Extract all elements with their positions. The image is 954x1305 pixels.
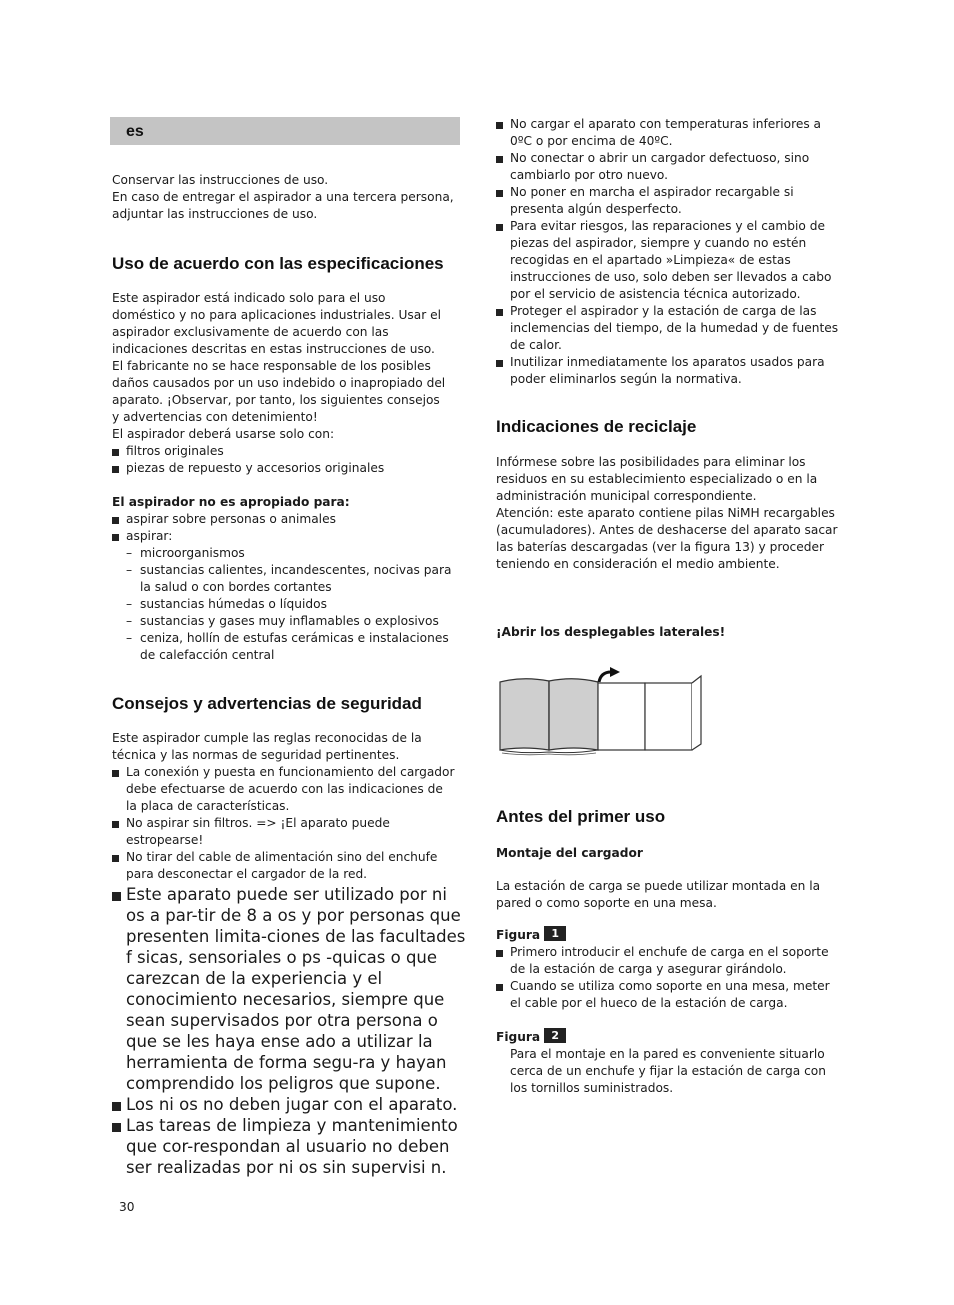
safety-bullets-continued [496, 116, 846, 388]
bullet-square-icon [112, 517, 119, 524]
list-item: Inutilizar inmediatamente los aparatos usados para poder eliminarlos según la normativa. [496, 354, 846, 388]
list-item: piezas de repuesto y accesorios originales [112, 460, 462, 477]
bullet-square-icon [112, 770, 119, 777]
uso-line: El aspirador deberá usarse solo con: [112, 427, 335, 441]
bullet-square-icon [112, 855, 119, 862]
consejos-line: técnica y las normas de seguridad pertinentes. [112, 748, 400, 762]
bullet-square-icon [112, 1102, 121, 1111]
consejos-line: Este aspirador cumple las reglas reconocidas de la [112, 731, 422, 745]
uso-line: indicaciones descritas en estas instrucciones de uso. [112, 342, 435, 356]
uso-line: doméstico y no para aplicaciones industriales. Usar el [112, 308, 441, 322]
list-item: No tirar del cable de alimentación sino del enchufe para desconectar el cargador de la red. [112, 849, 462, 883]
bullet-square-icon [496, 309, 503, 316]
list-item: No conectar o abrir un cargador defectuoso, sino cambiarlo por otro nuevo. [496, 150, 846, 184]
list-item: La conexión y puesta en funcionamiento del cargador debe efectuarse de acuerdo con las indicaciones de la placa de características. [112, 764, 462, 815]
not-suitable-title: El aspirador no es apropiado para: [112, 495, 350, 509]
dash-item: – sustancias y gases muy inflamables o explosivos [126, 614, 439, 628]
list-item: Este aparato puede ser utilizado por ni os a par-tir de 8 a os y por personas que presenten limita-ciones de las facultades f sicas, sensoriales o ps -quicas o que carezcan de la experiencia y el conocimiento necesarios, siempre que sean supervisados por otra persona o que se les haya ense ado a utilizar la herramienta de forma segu-ra y hayan comprendido los peligros que supone. [112, 884, 472, 1094]
list-item: Para evitar riesgos, las reparaciones y el cambio de piezas del aspirador, siempre y cuando no estén recogidas en el apartado »Limpieza« de estas instrucciones de uso, solo deben ser llevados a cabo por el servicio de asistencia técnica autorizado. [496, 218, 846, 303]
antes-section: La estación de carga se puede utilizar montada en la pared o como soporte en una mesa. [496, 879, 821, 910]
uso-heading: Uso de acuerdo con las especificaciones [112, 254, 444, 273]
uso-section [112, 290, 462, 477]
language-label: es [126, 123, 144, 140]
figure-number-badge: 2 [544, 1028, 566, 1043]
bullet-square-icon [112, 449, 119, 456]
list-item: aspirar: [112, 528, 462, 545]
list-item: Cuando se utiliza como soporte en una mesa, meter el cable por el hueco de la estación de carga. [496, 978, 851, 1012]
intro-text [112, 172, 462, 223]
bullet-square-icon [496, 950, 503, 957]
language-bar [110, 117, 460, 145]
dash-item: – sustancias calientes, incandescentes, nocivas para la salud o con bordes cortantes [126, 563, 452, 594]
uso-line: aspirador exclusivamente de acuerdo con las [112, 325, 389, 339]
figure-number-badge: 1 [544, 926, 566, 941]
bullet-square-icon [112, 892, 121, 901]
list-item: No aspirar sin filtros. => ¡El aparato puede estropearse! [112, 815, 462, 849]
bullet-square-icon [496, 224, 503, 231]
uso-line: y advertencias con detenimiento! [112, 410, 318, 424]
not-suitable-section [112, 494, 462, 664]
page-number: 30 [119, 1200, 135, 1214]
consejos-heading: Consejos y advertencias de seguridad [112, 694, 422, 713]
list-item: Proteger el aspirador y la estación de carga de las inclemencias del tiempo, de la humedad y de fuentes de calor. [496, 303, 846, 354]
consejos-section [112, 730, 462, 883]
figure-2-text: Para el montaje en la pared es conveniente situarlo cerca de un enchufe y fijar la estación de carga con los tornillos suministrados. [510, 1047, 826, 1095]
list-item: Primero introducir el enchufe de carga en el soporte de la estación de carga y asegurar girándolo. [496, 944, 851, 978]
uso-line: daños causados por un uso indebido o inapropiado del [112, 376, 446, 390]
dash-item: – microorganismos [126, 546, 245, 560]
bullet-square-icon [496, 122, 503, 129]
bullet-square-icon [112, 466, 119, 473]
intro-line: adjuntar las instrucciones de uso. [112, 207, 318, 221]
uso-line: El fabricante no se hace responsable de los posibles [112, 359, 431, 373]
list-item: filtros originales [112, 443, 462, 460]
uso-line: Este aspirador está indicado solo para el uso [112, 291, 386, 305]
list-item: Las tareas de limpieza y mantenimiento que cor-respondan al usuario no deben ser realizadas por ni os sin supervisi n. [112, 1115, 472, 1178]
list-item: Los ni os no deben jugar con el aparato. [112, 1094, 472, 1115]
figure-label: Figura [496, 928, 541, 942]
bullet-square-icon [496, 984, 503, 991]
consejos-large-section [112, 884, 472, 1178]
intro-line: Conservar las instrucciones de uso. [112, 173, 329, 187]
dash-item: – ceniza, hollín de estufas cerámicas e instalaciones de calefacción central [126, 631, 449, 662]
figure-label: Figura [496, 1030, 541, 1044]
bullet-square-icon [496, 360, 503, 367]
bullet-square-icon [112, 1123, 121, 1132]
list-item: aspirar sobre personas o animales [112, 511, 462, 528]
list-item: No cargar el aparato con temperaturas inferiores a 0ºC o por encima de 40ºC. [496, 116, 846, 150]
bullet-square-icon [496, 190, 503, 197]
antes-heading: Antes del primer uso [496, 807, 666, 826]
intro-line: En caso de entregar el aspirador a una tercera persona, [112, 190, 454, 204]
bullet-square-icon [112, 534, 119, 541]
reciclaje-heading: Indicaciones de reciclaje [496, 417, 697, 436]
figure-1-section [496, 926, 851, 1012]
figure-2-section [496, 1028, 851, 1097]
foldout-booklet-illustration [498, 664, 704, 756]
uso-line: aparato. ¡Observar, por tanto, los siguientes consejos [112, 393, 440, 407]
list-item: No poner en marcha el aspirador recargable si presenta algún desperfecto. [496, 184, 846, 218]
reciclaje-section: Infórmese sobre las posibilidades para eliminar los residuos en su establecimiento especializado o en la administración municipal correspondiente. Atención: este aparato contiene pilas NiMH recargables (acumuladores). Antes de deshacerse del aparato sacar las baterías descargadas (ver la figura 13) y proceder teniendo en consideración el medio ambiente. [496, 455, 838, 571]
dash-item: – sustancias húmedas o líquidos [126, 597, 327, 611]
bullet-square-icon [496, 156, 503, 163]
bullet-square-icon [112, 821, 119, 828]
montaje-subheading: Montaje del cargador [496, 846, 643, 860]
abrir-note: ¡Abrir los desplegables laterales! [496, 625, 726, 639]
